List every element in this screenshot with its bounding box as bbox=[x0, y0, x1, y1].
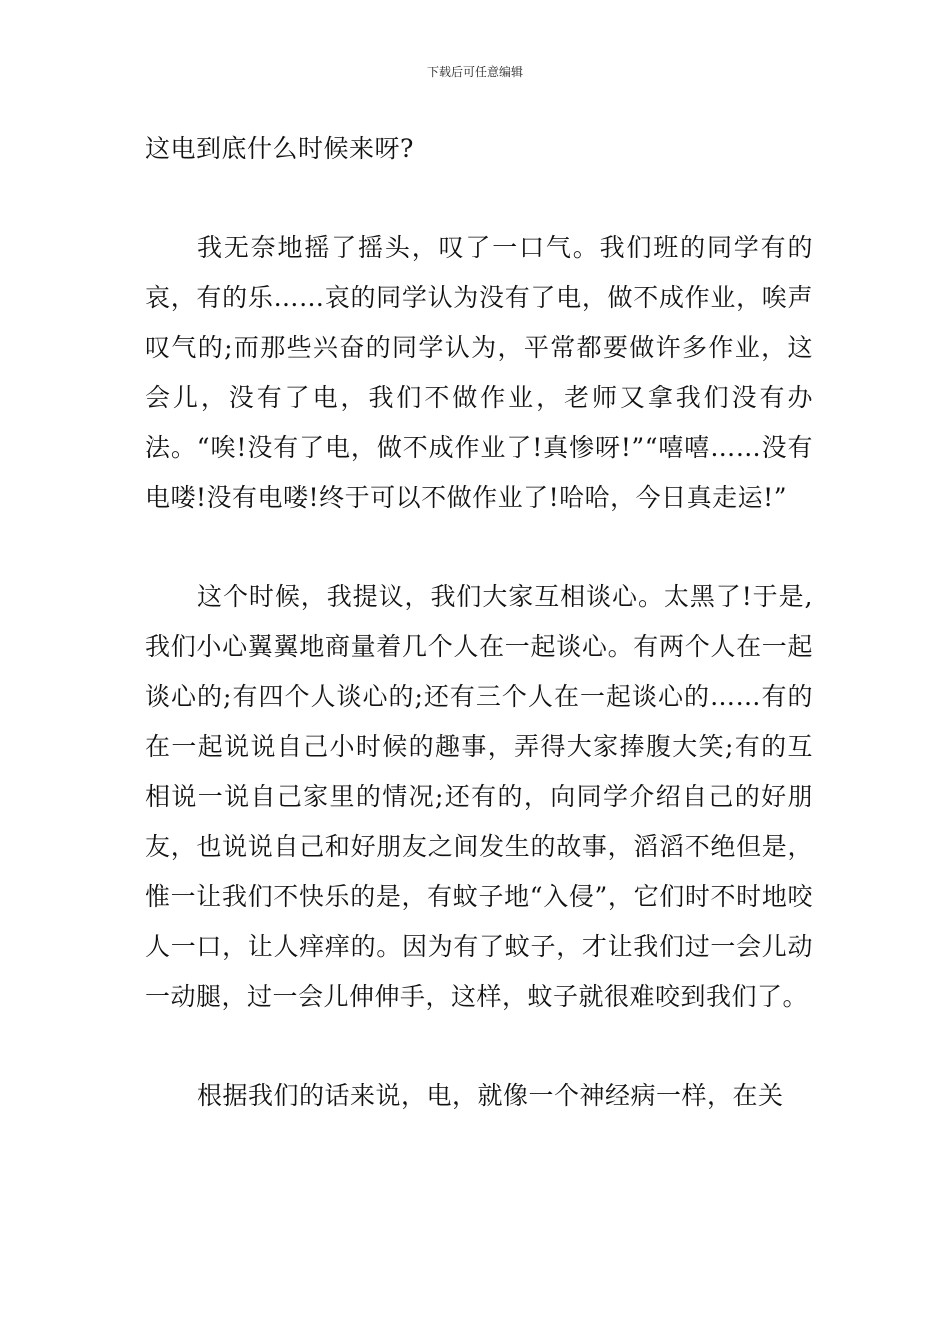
paragraph-spacer bbox=[145, 1022, 813, 1071]
paragraph-1: 这电到底什么时候来呀? bbox=[145, 134, 414, 163]
paragraph-3: 这个时候，我提议，我们大家互相谈心。太黑了!于是,我们小心翼翼地商量着几个人在一起谈心。有两个人在一起谈心的;有四个人谈心的;还有三个人在一起谈心的……有的在一起说说自己小时候的趣事，弄得大家捧腹大笑;有的互相说一说自己家里的情况;还有的，向同学介绍自己的好朋友，也说说自己和好朋友之间发生的故事，滔滔不绝但是，惟一让我们不快乐的是，有蚊子地“入侵”，它们时不时地咬人一口，让人痒痒的。因为有了蚊子，才让我们过一会儿动一动腿，过一会儿伸伸手，这样，蚊子就很难咬到我们了。 bbox=[145, 582, 813, 1011]
paragraph-spacer bbox=[145, 174, 813, 223]
page-header: 下载后可任意编辑 bbox=[426, 65, 523, 79]
body-text bbox=[145, 124, 813, 1121]
paragraph-spacer bbox=[145, 523, 813, 572]
paragraph-2: 我无奈地摇了摇头，叹了一口气。我们班的同学有的哀，有的乐……哀的同学认为没有了电，做不成作业，唉声叹气的;而那些兴奋的同学认为，平常都要做许多作业，这会儿，没有了电，我们不做作业，老师又拿我们没有办法。“唉!没有了电，做不成作业了!真惨呀!”“嘻嘻……没有电喽!没有电喽!终于可以不做作业了!哈哈，今日真走运!” bbox=[145, 233, 813, 512]
paragraph-4: 根据我们的话来说，电，就像一个神经病一样，在关 bbox=[197, 1081, 784, 1110]
